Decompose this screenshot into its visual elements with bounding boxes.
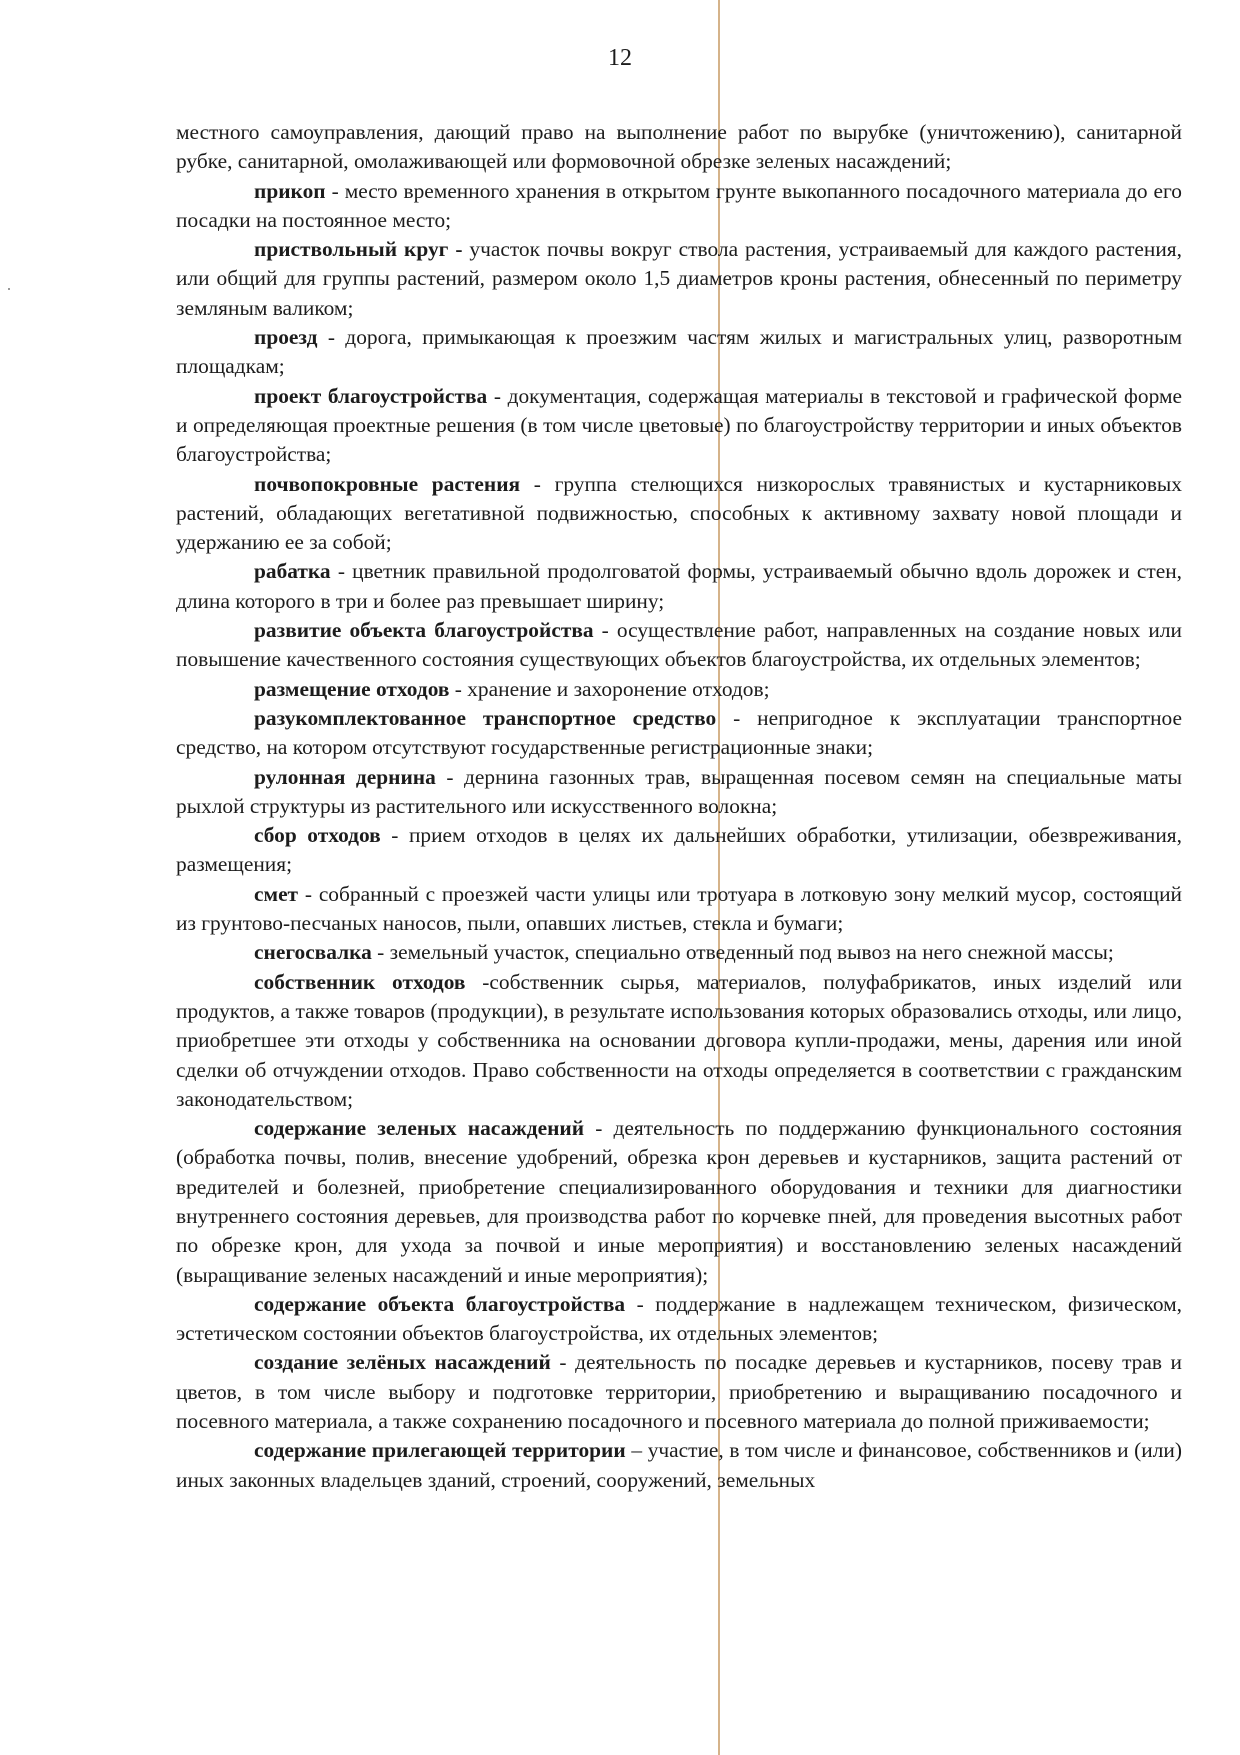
- definition-text: - непригодное к эксплуатации транспортное средство, на котором отсутствуют государственные регистрационные знаки;: [176, 705, 1182, 760]
- definition-paragraph: [176, 1290, 1182, 1349]
- definition-term: рулонная дернина: [254, 764, 436, 789]
- definition-term: рабатка: [254, 559, 331, 584]
- definition-term: почвопокровные растения: [254, 471, 521, 496]
- definition-term: собственник отходов: [254, 969, 466, 994]
- definition-text: местного самоуправления, дающий право на выполнение работ по вырубке (уничтожению), санитарной рубке, санитарной, омолаживающей или формовочной обрезке зеленых насаждений;: [176, 120, 1182, 174]
- definition-text: - осуществление работ, направленных на создание новых или повышение качественного состояния существующих объектов благоустройства, их отдельных элементов;: [176, 618, 1182, 672]
- definition-paragraph: [176, 763, 1182, 822]
- definition-text: - собранный с проезжей части улицы или тротуара в лотковую зону мелкий мусор, состоящий из грунтово-песчаных наносов, пыли, опавших листьев, стекла и бумаги;: [176, 881, 1182, 936]
- definition-term: сбор отходов: [254, 823, 381, 848]
- definition-paragraph: [176, 323, 1182, 382]
- definition-text: - поддержание в надлежащем техническом, физическом, эстетическом состоянии объектов благоустройства, их отдельных элементов;: [176, 1291, 1183, 1346]
- definition-term: развитие объекта благоустройства: [254, 618, 594, 643]
- definition-paragraph: [176, 938, 1182, 967]
- definition-text: - хранение и захоронение отходов;: [449, 676, 770, 701]
- document-body: [176, 118, 1182, 1495]
- definition-text: - место временного хранения в открытом грунте выкопанного посадочного материала до его посадки на постоянное место;: [176, 178, 1182, 232]
- definition-term: прикоп: [254, 178, 326, 203]
- definition-text: - группа стелющихся низкорослых травянистых и кустарниковых растений, обладающих вегетативной подвижностью, способных к активному захвату новой площади и удержанию ее за собой;: [176, 471, 1182, 555]
- definition-text: - документация, содержащая материалы в текстовой и графической форме и определяющая проектные решения (в том числе цветовые) по благоустройству территории и иных объектов благоустройства;: [176, 383, 1182, 467]
- definition-paragraph: [176, 557, 1182, 616]
- page-number: 12: [608, 45, 632, 71]
- definition-text: - дорога, примыкающая к проезжим частям жилых и магистральных улиц, разворотным площадкам;: [176, 325, 1182, 379]
- definition-term: смет: [254, 881, 299, 906]
- definition-text: - земельный участок, специально отведенный под вывоз на него снежной массы;: [371, 940, 1114, 965]
- definition-paragraph: [176, 470, 1182, 558]
- definition-term: создание зелёных насаждений: [254, 1350, 551, 1375]
- definition-term: содержание объекта благоустройства: [254, 1291, 626, 1316]
- definition-term: разукомплектованное транспортное средство: [254, 705, 717, 730]
- definition-paragraph: [176, 1348, 1182, 1436]
- definition-text: -собственник сырья, материалов, полуфабрикатов, иных изделий или продуктов, а также товаров (продукции), в результате использования которых образовались отходы, или лицо, приобретшее эти отходы у собственника на основании договора купли-продажи, мены, дарения или иной сделки об отчуждении отходов. Право собственности на отходы определяется в соответствии с гражданским законодательством;: [176, 969, 1182, 1111]
- definition-paragraph: [176, 118, 1182, 177]
- definition-term: снегосвалка: [254, 940, 372, 965]
- definition-paragraph: [176, 1436, 1182, 1495]
- scan-speck: [8, 288, 10, 290]
- definition-text: – участие, в том числе и финансовое, собственников и (или) иных законных владельцев зданий, строений, сооружений, земельных: [176, 1438, 1182, 1492]
- definition-paragraph: [176, 382, 1182, 470]
- definition-term: проезд: [254, 325, 318, 350]
- definition-text: - деятельность по посадке деревьев и кустарников, посеву трав и цветов, в том числе выбору и подготовке территории, приобретению и выращиванию посадочного и посевного материала, а также сохранению посадочного и посевного материала до полной приживаемости;: [176, 1350, 1182, 1434]
- definition-text: - деятельность по поддержанию функционального состояния (обработка почвы, полив, внесение удобрений, обрезка крон деревьев и кустарников, защита растений от вредителей и болезней, приобретение специализированного оборудования и техники для диагностики внутреннего состояния деревьев, для производства работ по корчевке пней, для проведения высотных работ по обрезке крон, для ухода за почвой и иные мероприятия) и восстановлению зеленых насаждений (выращивание зеленых насаждений и иные мероприятия);: [176, 1116, 1182, 1287]
- definition-paragraph: [176, 1114, 1182, 1290]
- definition-paragraph: [176, 821, 1182, 880]
- definition-term: приствольный круг -: [254, 237, 463, 262]
- definition-term: размещение отходов: [254, 676, 450, 701]
- definition-text: - прием отходов в целях их дальнейших обработки, утилизации, обезвреживания, размещения;: [176, 823, 1182, 877]
- definition-paragraph: [176, 704, 1182, 763]
- definition-paragraph: [176, 880, 1182, 939]
- definition-paragraph: [176, 616, 1182, 675]
- definition-paragraph: [176, 968, 1182, 1114]
- definition-paragraph: [176, 235, 1182, 323]
- definition-paragraph: [176, 675, 1182, 704]
- definition-text: - дернина газонных трав, выращенная посевом семян на специальные маты рыхлой структуры из растительного или искусственного волокна;: [176, 764, 1182, 818]
- definition-text: - цветник правильной продолговатой формы, устраиваемый обычно вдоль дорожек и стен, длина которого в три и более раз превышает ширину;: [176, 559, 1182, 613]
- definition-paragraph: [176, 177, 1182, 236]
- definition-term: проект благоустройства: [254, 383, 488, 408]
- definition-term: содержание прилегающей территории: [254, 1438, 626, 1463]
- definition-text: участок почвы вокруг ствола растения, устраиваемый для каждого растения, или общий для группы растений, размером около 1,5 диаметров кроны растения, обнесенный по периметру земляным валиком;: [176, 237, 1182, 320]
- definition-term: содержание зеленых насаждений: [254, 1116, 585, 1141]
